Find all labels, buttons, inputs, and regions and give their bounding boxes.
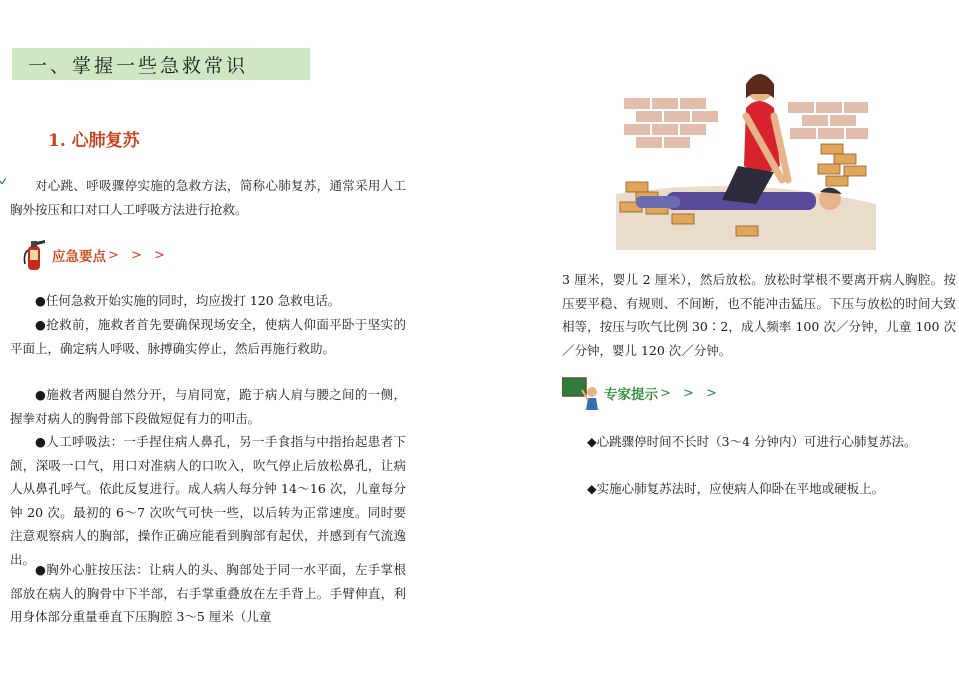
- expert-tips-arrows: > > >: [660, 385, 721, 401]
- emergency-tip-item: ●胸外心脏按压法：让病人的头、胸部处于同一水平面，左手掌根部放在病人的胸骨中下半部，右手掌重叠放在左手背上。手臂伸直，利用身体部分重量垂直下压胸腔 3～5 厘米（儿童: [10, 562, 406, 625]
- topic-title: 1. 心肺复苏: [48, 131, 140, 151]
- cpr-illustration: [606, 54, 882, 250]
- fire-extinguisher-icon: [22, 238, 48, 272]
- emergency-tips-arrows: > > >: [108, 247, 169, 263]
- expert-tips-label: 专家提示: [604, 387, 658, 403]
- emergency-tip-continuation: 3 厘米，婴儿 2 厘米），然后放松。放松时掌根不要离开病人胸腔。按压要平稳、有规则、不间断，也不能冲击猛压。下压与放松的时间大致相等，按压与吹气比例 30∶2，成人频率 100 次／分钟，儿童 100 次／分钟，婴儿 120 次／分钟。: [562, 272, 956, 358]
- emergency-tips-header: [22, 238, 169, 272]
- emergency-tip-item: ●抢救前，施救者首先要确保现场安全，使病人仰面平卧于坚实的平面上，确定病人呼吸、脉搏确实停止，然后再施行救助。: [10, 317, 406, 356]
- expert-tip-item: ◆实施心肺复苏法时，应使病人仰卧在平地或硬板上。: [587, 481, 885, 496]
- expert-tip-item: ◆心跳骤停时间不长时（3～4 分钟内）可进行心肺复苏法。: [587, 434, 917, 449]
- intro-paragraph: 对心跳、呼吸骤停实施的急救方法，简称心肺复苏，通常采用人工胸外按压和口对口人工呼吸方法进行抢救。: [10, 178, 406, 217]
- emergency-tips-label: 应急要点: [52, 249, 106, 265]
- emergency-tip-item: ●任何急救开始实施的同时，均应拨打 120 急救电话。: [35, 293, 341, 308]
- section-title: 一、掌握一些急救常识: [28, 54, 249, 77]
- margin-tick-icon: [0, 178, 6, 184]
- emergency-tip-item: ●施救者两腿自然分开，与肩同宽，跪于病人肩与腰之间的一侧，握拳对病人的胸骨部下段做短促有力的叩击。: [10, 387, 406, 426]
- section-banner: [12, 48, 310, 80]
- emergency-tip-item: ●人工呼吸法：一手捏住病人鼻孔，另一手食指与中指抬起患者下颌，深吸一口气，用口对准病人的口吹入，吹气停止后放松鼻孔，让病人从鼻孔呼气。依此反复进行。成人病人每分钟 14～16 次，儿童每分钟 20 次。最初的 6～7 次吹气可快一些，以后转为正常速度。同时要注意观察病人的胸部，操作正确应能看到胸部有起伏，并感到有气流逸出。: [10, 434, 406, 567]
- teacher-blackboard-icon: [562, 376, 600, 410]
- expert-tips-header: [562, 376, 721, 410]
